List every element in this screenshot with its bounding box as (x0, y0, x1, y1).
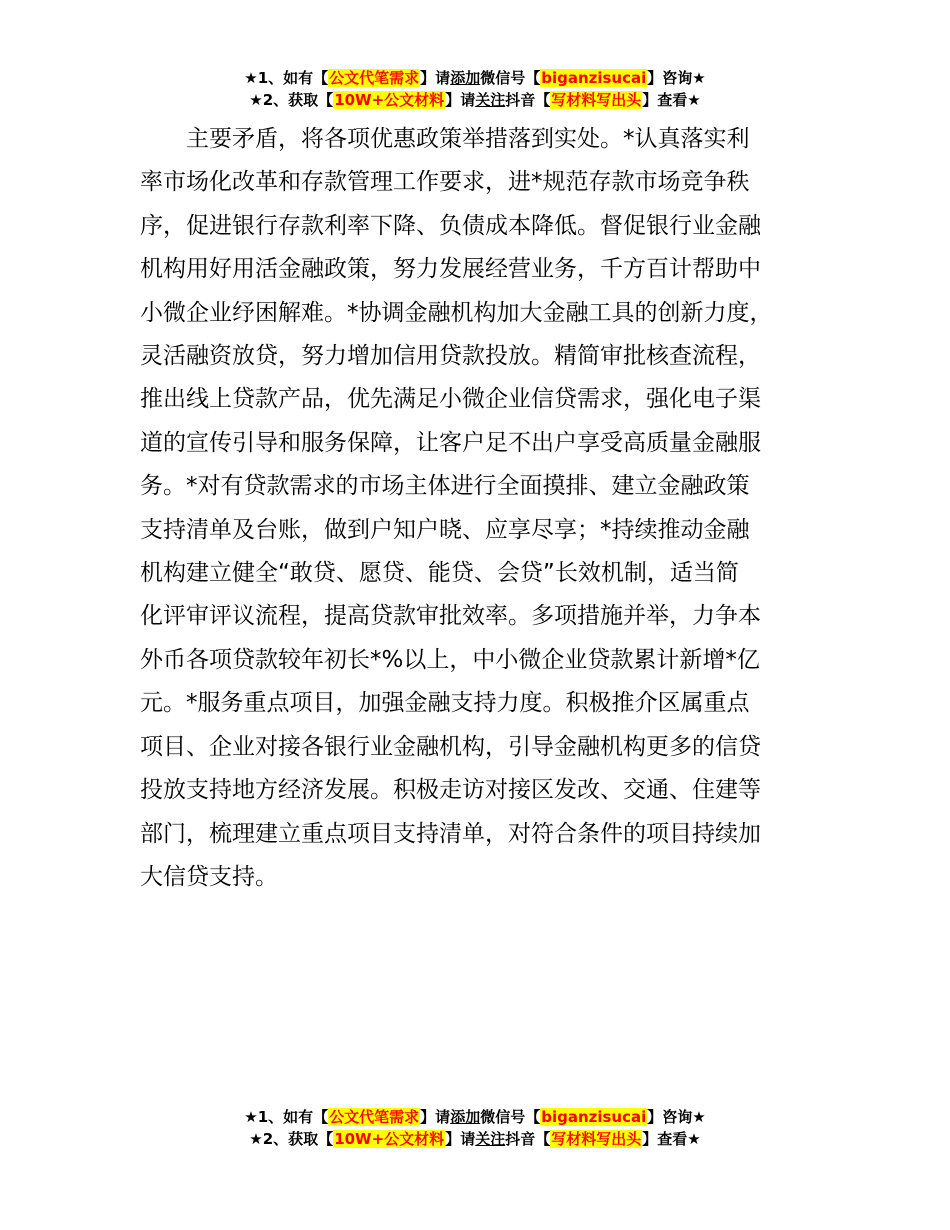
body-line: 小微企业纾困解难。*协调金融机构加大金融工具的创新力度， (140, 299, 773, 326)
body-line: 推出线上贷款产品，优先满足小微企业信贷需求，强化电子渠 (140, 386, 761, 413)
body-line: 部门，梳理建立重点项目支持清单，对符合条件的项目持续加 (140, 820, 761, 847)
highlight-wechat-id: biganzisucai (541, 69, 647, 87)
document-body (140, 118, 840, 899)
banner-text: ★1、如有【 (244, 69, 329, 87)
underlined-text: 关注 (475, 1130, 506, 1148)
banner-text: 】查看★ (642, 91, 701, 109)
banner-text: ★2、获取【 (249, 1130, 334, 1148)
footer-banner (0, 1106, 950, 1150)
banner-text: 】查看★ (642, 1130, 701, 1148)
body-line: 灵活融资放贷，努力增加信用贷款投放。精简审批核查流程， (140, 343, 761, 370)
body-line: 务。*对有贷款需求的市场主体进行全面摸排、建立金融政策 (140, 473, 750, 500)
banner-text: 】咨询★ (647, 1108, 706, 1126)
body-line: 序，促进银行存款利率下降、负债成本降低。督促银行业金融 (140, 212, 761, 239)
body-line: 项目、企业对接各银行业金融机构，引导金融机构更多的信贷 (140, 733, 761, 760)
highlight-service: 公文代笔需求 (329, 1108, 420, 1126)
highlight-wechat-id: biganzisucai (541, 1108, 647, 1126)
body-line: 支持清单及台账，做到户知户晓、应享尽享；*持续推动金融 (140, 516, 750, 543)
banner-text: 】请 (445, 1130, 476, 1148)
banner-text: 抖音【 (505, 1130, 551, 1148)
highlight-douyin-account: 写材料写出头 (551, 1130, 642, 1148)
body-line: 化评审评议流程，提高贷款审批效率。多项措施并举，力争本 (140, 603, 761, 630)
banner-text: ★1、如有【 (244, 1108, 329, 1126)
body-line: 机构用好用活金融政策，努力发展经营业务，千方百计帮助中 (140, 256, 761, 283)
banner-line-2 (0, 1128, 950, 1150)
body-line: 率市场化改革和存款管理工作要求，进*规范存款市场竞争秩 (140, 169, 750, 196)
highlight-service: 公文代笔需求 (329, 69, 420, 87)
highlight-materials: 10W+公文材料 (334, 91, 445, 109)
underlined-text: 添加 (450, 69, 481, 87)
banner-text: 】咨询★ (647, 69, 706, 87)
body-line: 主要矛盾，将各项优惠政策举措落到实处。*认真落实利 (140, 126, 750, 152)
banner-text: 抖音【 (505, 91, 551, 109)
banner-text: ★2、获取【 (249, 91, 334, 109)
banner-line-1 (0, 1106, 950, 1128)
body-line: 道的宣传引导和服务保障，让客户足不出户享受高质量金融服 (140, 429, 761, 456)
body-line: 元。*服务重点项目，加强金融支持力度。积极推介区属重点 (140, 690, 750, 717)
highlight-douyin-account: 写材料写出头 (551, 91, 642, 109)
highlight-materials: 10W+公文材料 (334, 1130, 445, 1148)
banner-text: 】请 (445, 91, 476, 109)
underlined-text: 添加 (450, 1108, 481, 1126)
underlined-text: 关注 (475, 91, 506, 109)
body-line: 外币各项贷款较年初长*%以上，中小微企业贷款累计新增*亿 (140, 646, 760, 673)
body-line: 大信贷支持。 (140, 863, 278, 890)
body-line: 投放支持地方经济发展。积极走访对接区发改、交通、住建等 (140, 777, 761, 804)
banner-text: 】请 (420, 69, 451, 87)
banner-line-1 (0, 67, 950, 89)
banner-line-2 (0, 89, 950, 111)
banner-text: 微信号【 (480, 69, 541, 87)
body-line: 机构建立健全“敢贷、愿贷、能贷、会贷”长效机制，适当简 (140, 560, 739, 587)
header-banner (0, 67, 950, 111)
banner-text: 】请 (420, 1108, 451, 1126)
banner-text: 微信号【 (480, 1108, 541, 1126)
